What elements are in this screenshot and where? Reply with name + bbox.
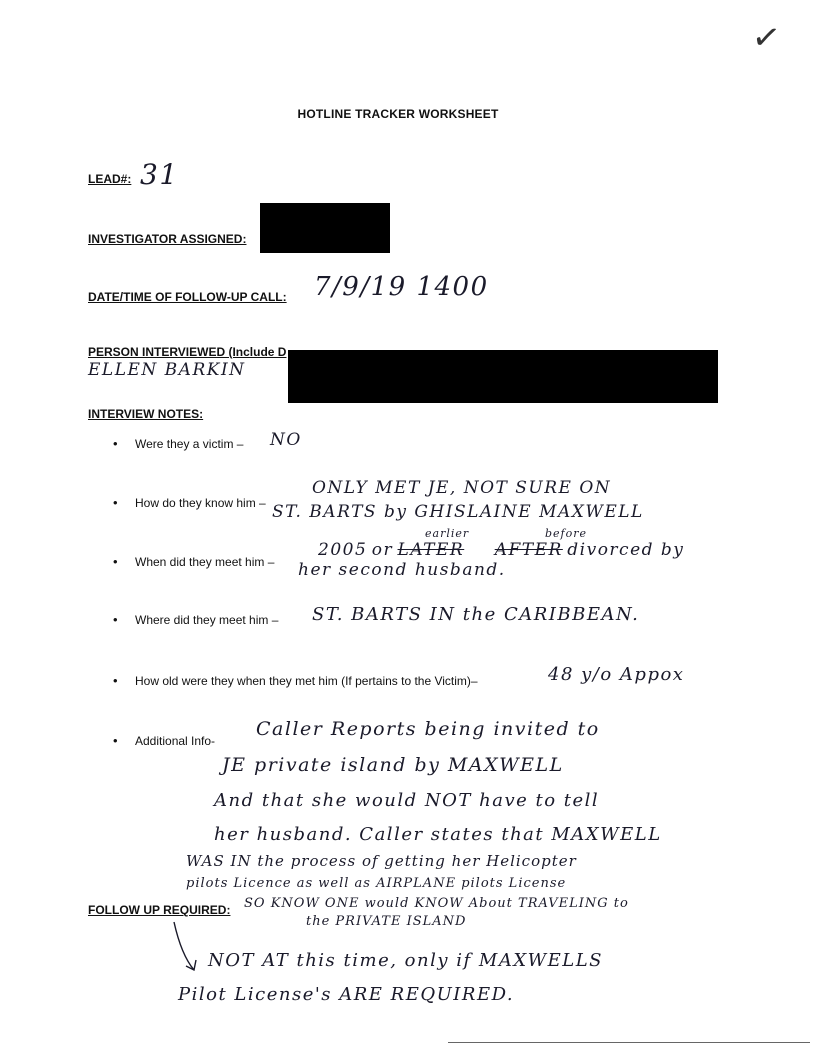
answer-additional-line3: And that she would NOT have to tell <box>214 790 600 811</box>
answer-when-struck-1: LATER <box>397 540 465 560</box>
answer-victim: NO <box>270 430 302 450</box>
answer-additional-line8: the PRIVATE ISLAND <box>306 914 467 929</box>
bullet-icon: • <box>113 612 118 627</box>
bullet-icon: • <box>113 554 118 569</box>
answer-where-met: ST. BARTS IN the CARIBBEAN. <box>312 604 640 625</box>
answer-when-line2: her second husband. <box>298 560 506 580</box>
answer-know-him-line2: ST. BARTS by GHISLAINE MAXWELL <box>272 502 644 522</box>
question-where-met: Where did they meet him – <box>135 613 279 627</box>
answer-additional-line5: WAS IN the process of getting her Helicopter <box>186 852 577 870</box>
follow-up-answer-line2: Pilot License's ARE REQUIRED. <box>178 984 515 1005</box>
answer-when-insert-1: earlier <box>425 527 470 540</box>
lead-value: 31 <box>140 158 179 191</box>
check-mark: ✓ <box>749 16 784 60</box>
question-victim: Were they a victim – <box>135 437 244 451</box>
lead-label: LEAD#: <box>88 172 132 186</box>
person-interviewed-label: PERSON INTERVIEWED (Include D <box>88 345 287 359</box>
follow-up-arrow-icon <box>170 920 210 976</box>
question-additional: Additional Info- <box>135 734 216 748</box>
person-interviewed-value: ELLEN BARKIN <box>88 360 246 380</box>
answer-when-tail: divorced by <box>567 540 685 560</box>
answer-additional-line6: pilots Licence as well as AIRPLANE pilots License <box>186 876 567 891</box>
bullet-icon: • <box>113 673 118 688</box>
follow-up-answer-line1: NOT AT this time, only if MAXWELLS <box>208 950 604 971</box>
answer-additional-line1: Caller Reports being invited to <box>256 718 600 740</box>
investigator-redaction <box>260 203 390 253</box>
answer-additional-line7: SO KNOW ONE would KNOW About TRAVELING to <box>244 896 629 911</box>
question-when-met: When did they meet him – <box>135 555 275 569</box>
investigator-label: INVESTIGATOR ASSIGNED: <box>88 232 247 246</box>
bullet-icon: • <box>113 733 118 748</box>
answer-when-or: or <box>371 540 394 560</box>
followup-call-label: DATE/TIME OF FOLLOW-UP CALL: <box>88 290 287 304</box>
followup-call-value: 7/9/19 1400 <box>314 272 489 302</box>
bullet-icon: • <box>113 495 118 510</box>
footer-rule <box>448 1042 810 1043</box>
follow-up-label: FOLLOW UP REQUIRED: <box>88 903 231 917</box>
answer-when-year: 2005 <box>318 540 368 560</box>
answer-additional-line2: JE private island by MAXWELL <box>222 754 564 776</box>
person-interviewed-redaction <box>288 350 718 403</box>
answer-know-him-line1: ONLY MET JE, NOT SURE ON <box>312 478 612 498</box>
answer-when-struck-2: AFTER <box>494 540 563 560</box>
answer-additional-line4: her husband. Caller states that MAXWELL <box>214 824 662 845</box>
question-age: How old were they when they met him (If pertains to the Victim)– <box>135 674 478 688</box>
answer-when-insert-2: before <box>545 527 588 540</box>
question-know-him: How do they know him – <box>135 496 266 510</box>
answer-age: 48 y/o Appox <box>548 664 685 685</box>
form-title: HOTLINE TRACKER WORKSHEET <box>297 107 499 121</box>
interview-notes-label: INTERVIEW NOTES: <box>88 407 204 421</box>
answer-when-line1 <box>318 540 684 560</box>
bullet-icon: • <box>113 436 118 451</box>
